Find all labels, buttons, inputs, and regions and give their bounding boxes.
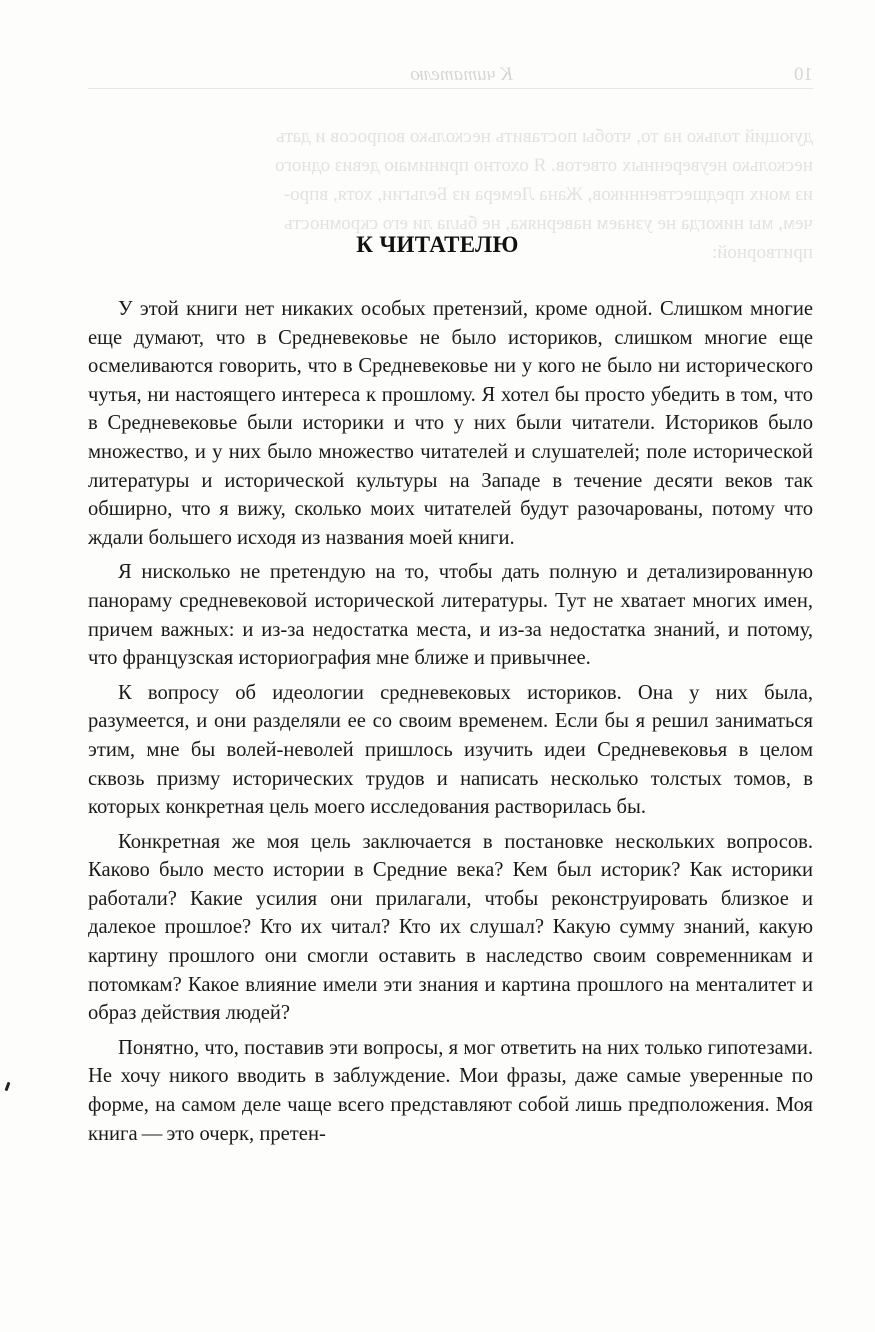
bleed-through-line: дующий только на то, чтобы поставить несколько вопросов и дать <box>276 126 813 147</box>
bleed-through-line: притворной: <box>711 242 813 263</box>
bleed-through-line: из моих предшественников, Жана Лемера из Бельгии, хотя, впро- <box>283 184 813 205</box>
paragraph: У этой книги нет никаких особых претензий, кроме одной. Слишком многие еще думают, что в Средневековье не было историков, слишком многие еще осмеливаются говорить, что в Средневековье ни у кого не было ни исторического чутья, ни настоящего интереса к прошлому. Я хотел бы просто убедить в том, что в Средневековье были историки и что у них были читатели. Историков было множество, и у них было множество читателей и слушателей; поле исторической литературы и исторической культуры на Западе в течение десяти веков так обширно, что я вижу, сколько моих читателей будут разочарованы, потому что ждали большего исходя из названия моей книги. <box>88 298 813 549</box>
chapter-body <box>88 295 813 1154</box>
bleed-through-running-title: К читателю <box>410 64 513 85</box>
bleed-through-line: чем, мы никогда не узнаем наверняка, не была ли его скромность <box>284 213 813 234</box>
paragraph: Понятно, что, поставив эти вопросы, я мог ответить на них только гипотезами. Не хочу никого вводить в заблуждение. Мои фразы, даже самые уверенные по форме, на самом деле чаще всего представляют собой лишь предположения. Моя книга — это очерк, претен- <box>88 1036 813 1145</box>
bleed-through-page-number: 10 <box>794 64 813 85</box>
margin-ink-mark <box>5 1082 11 1091</box>
paragraph: Конкретная же моя цель заключается в постановке нескольких вопросов. Каково было место истории в Средние века? Кем был историк? Как историки работали? Какие усилия они прилагали, чтобы реконструировать близкое и далекое прошлое? Кто их читал? Кто их слушал? Какую сумму знаний, какую картину прошлого они смогли оставить в наследство своим современникам и потомкам? Какое влияние имели эти знания и картина прошлого на менталитет и образ действия людей? <box>88 830 813 1025</box>
bleed-through-header <box>88 62 813 89</box>
paragraph: К вопросу об идеологии средневековых историков. Она у них была, разумеется, и они разделяли ее со своим временем. Если бы я решил заниматься этим, мне бы волей-неволей пришлось изучить идеи Средневековья в целом сквозь призму исторических трудов и написать несколько толстых томов, в которых конкретная цель моего исследования растворилась бы. <box>88 681 813 819</box>
bleed-through-line: несколько неуверенных ответов. Я охотно принимаю девиз одного <box>274 155 813 176</box>
chapter-title: К ЧИТАТЕЛЮ <box>356 232 519 257</box>
paragraph: Я нисколько не претендую на то, чтобы дать полную и детализированную панораму средневековой исторической литературы. Тут не хватает многих имен, причем важных: и из-за недостатка места, и из-за недостатка знаний, и потому, что французская историография мне ближе и привычнее. <box>88 561 813 670</box>
